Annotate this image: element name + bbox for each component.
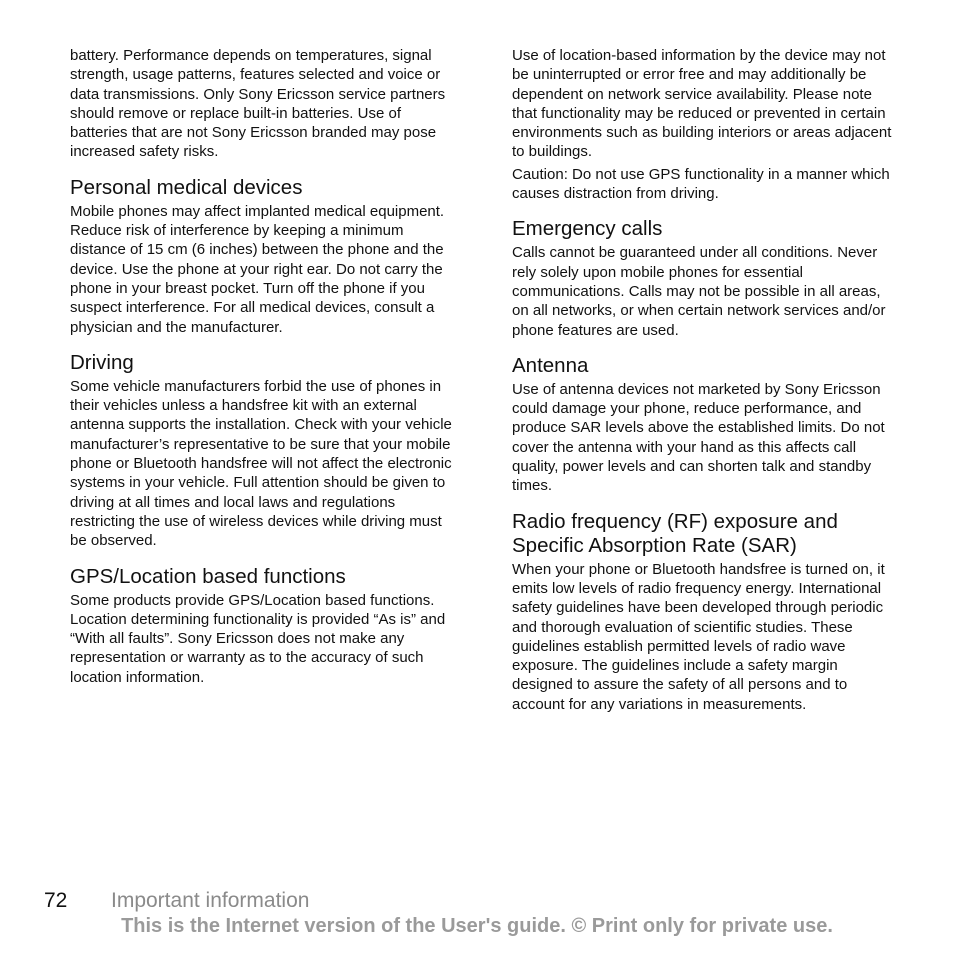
watermark-notice: This is the Internet version of the User's guide. © Print only for private use. (121, 915, 833, 937)
section-heading: Radio frequency (RF) exposure and Specific Absorption Rate (SAR) (512, 509, 838, 557)
section-gps-location (70, 565, 452, 687)
section-antenna (512, 354, 894, 496)
intro-paragraph: Use of location-based information by the device may not be uninterrupted or error free and may additionally be dependent on network service availability. Please note that functionality may be reduced or prevented in certain environments such as building interiors or areas adjacent to buildings. (512, 47, 892, 161)
section-rf-exposure-sar (512, 510, 894, 714)
section-personal-medical-devices (70, 176, 452, 337)
section-body: Some vehicle manufacturers forbid the use of phones in their vehicles unless a handsfree kit with an external antenna supports the installation. Check with your vehicle manufacturer’s representative to be sure that your mobile phone or Bluetooth handsfree will not affect the electronic systems in your vehicle. Full attention should be given to driving at all times and local laws and regulations restricting the use of wireless devices while driving must be observed. (70, 377, 452, 550)
page-number: 72 (44, 889, 68, 912)
footer-section-title: Important information (111, 889, 310, 912)
section-body: When your phone or Bluetooth handsfree is turned on, it emits low levels of radio frequency energy. International safety guidelines have been developed through periodic and thorough evaluation of scientific studies. These guidelines establish permitted levels of radio wave exposure. The guidelines include a safety margin designed to assure the safety of all persons and to account for any variations in measurements. (512, 560, 885, 713)
section-heading: Antenna (512, 353, 589, 377)
left-column (70, 46, 452, 687)
section-heading: Driving (70, 350, 134, 374)
section-heading: Personal medical devices (70, 175, 303, 199)
intro-paragraph: battery. Performance depends on temperatures, signal strength, usage patterns, features selected and voice or data transmissions. Only Sony Ericsson service partners should remove or replace built-in batteries. Use of batteries that are not Sony Ericsson branded may pose increased safety risks. (70, 47, 446, 161)
section-body: Calls cannot be guaranteed under all conditions. Never rely solely upon mobile phones for essential communications. Calls may not be possible in all areas, on all networks, or when certain network services and/or phone features are used. (512, 244, 886, 339)
section-heading: GPS/Location based functions (70, 564, 346, 588)
section-emergency-calls (512, 217, 894, 339)
section-driving (70, 351, 452, 551)
right-column (512, 46, 894, 714)
section-heading: Emergency calls (512, 217, 663, 241)
caution-paragraph: Caution: Do not use GPS functionality in a manner which causes distraction from driving. (512, 165, 890, 203)
section-body: Use of antenna devices not marketed by Sony Ericsson could damage your phone, reduce performance, and produce SAR levels above the established limits. Do not cover the antenna with your hand as this affects call quality, power levels and can shorten talk and standby times. (512, 380, 885, 495)
section-body: Some products provide GPS/Location based functions. Location determining functionality is provided “As is” and “With all faults”. Sony Ericsson does not make any representation or warranty as to the accuracy of such location information. (70, 591, 446, 686)
section-body: Mobile phones may affect implanted medical equipment. Reduce risk of interference by keeping a minimum distance of 15 cm (6 inches) between the phone and the device. Use the phone at your right ear. Do not carry the phone in your breast pocket. Turn off the phone if you suspect interference. For all medical devices, consult a physician and the manufacturer. (70, 202, 445, 336)
